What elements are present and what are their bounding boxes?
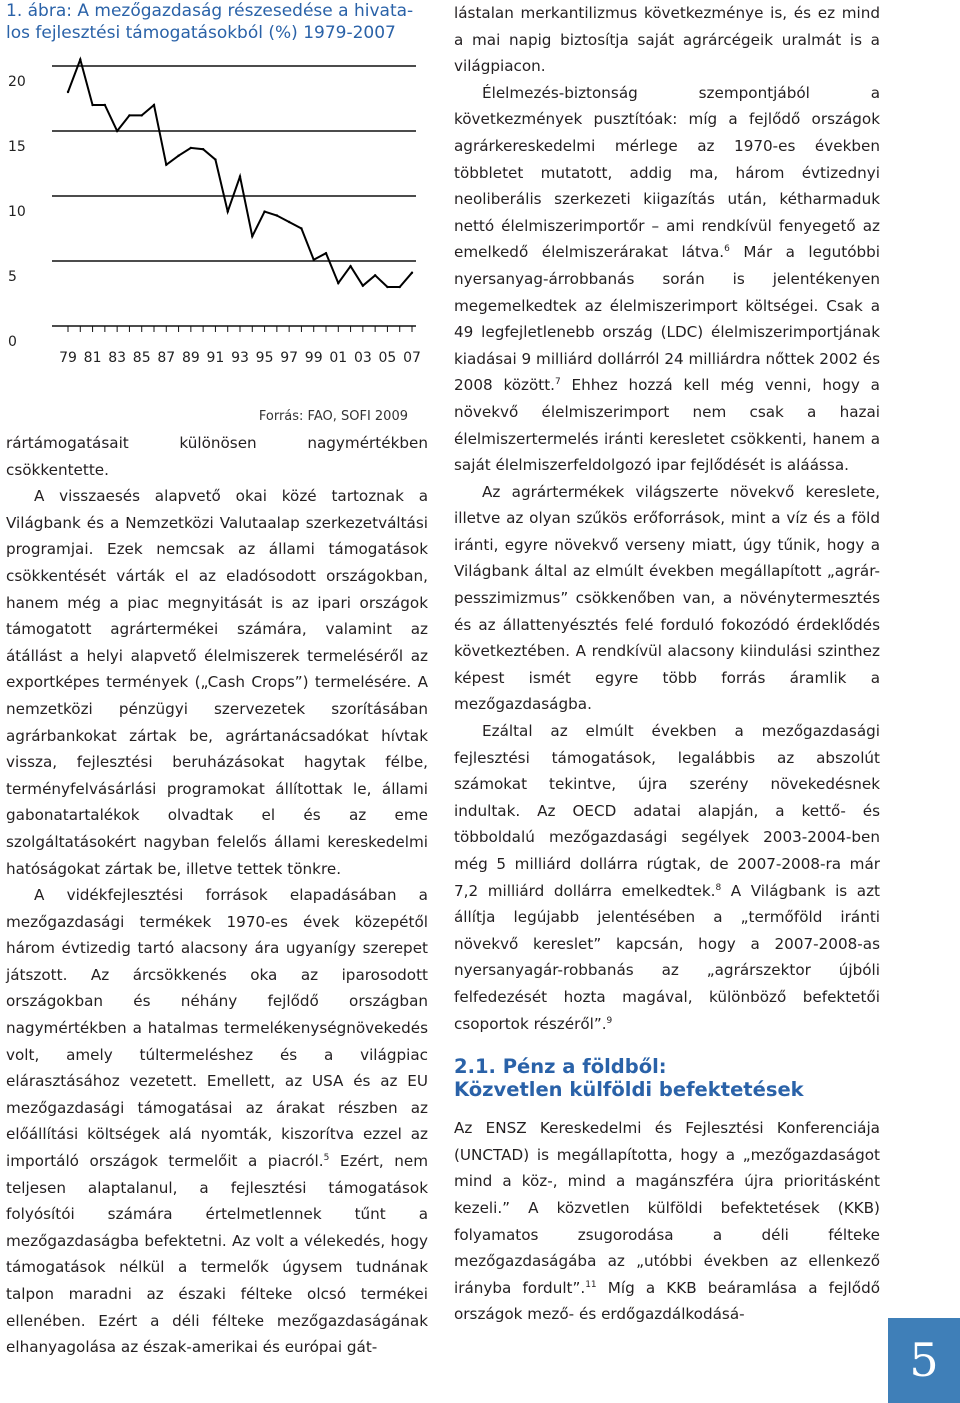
data-point-2001: [337, 282, 339, 284]
data-point-1980: [79, 58, 81, 60]
data-point-1981: [91, 104, 93, 106]
x-tick-label-97: 97: [280, 350, 299, 366]
chart-svg: [6, 44, 428, 404]
footnote-ref-7: 7: [555, 377, 561, 388]
x-tick-label-05: 05: [378, 350, 397, 366]
x-tick-label-03: 03: [353, 350, 372, 366]
right-paragraph-4-text: Ezáltal az elmúlt években a mezőgazdasági fejlesztési támogatások, legalábbis az abszolút számokat tekintve, újra szerény növekedésnek indultak. Az OECD adatai alapján, a kettő- és többoldalú mezőgazdasági segélyek 2003-2004-ben még 5 milliárd dollárra rúgtak, de 2007-2008-ra már 7,2 milliárd dollárra emelkedtek.: [454, 722, 880, 900]
data-point-2003: [362, 285, 364, 287]
right-column: [454, 0, 880, 1328]
data-point-1995: [263, 210, 265, 212]
footnote-ref-11: 11: [585, 1279, 597, 1290]
x-tick-label-89: 89: [181, 350, 200, 366]
data-point-1993: [239, 175, 241, 177]
data-point-1987: [165, 164, 167, 166]
y-tick-label-3: 15: [8, 139, 26, 155]
left-paragraph-1: rártámogatásait különösen nagymértékben csökkentette.: [6, 434, 428, 479]
figure-caption: [6, 0, 428, 44]
page-number: 5: [909, 1333, 939, 1387]
section-heading-line1: 2.1. Pénz a földből:: [454, 1055, 667, 1079]
right-paragraph-5-text: Az ENSZ Kereskedelmi és Fejlesztési Konferenciája (UNCTAD) is megállapította, hogy a „mezőgazdaságot mind a köz-, mind a magánszféra újra prioritásként kezeli.” A közvetlen külföldi befektetések (KKB) folyamatos zsugorodása a déli félteke mezőgazdaságába az „utóbbi években az ellenkező irányba fordult”.: [454, 1119, 880, 1297]
figure-source: Forrás: FAO, SOFI 2009: [258, 409, 408, 424]
figure-caption-line1: 1. ábra: A mezőgazdaság részesedése a hivata-: [6, 1, 414, 21]
data-point-2000: [325, 252, 327, 254]
x-tick-label-01: 01: [329, 350, 348, 366]
left-column: [6, 0, 428, 1361]
data-point-2005: [386, 286, 388, 288]
data-point-1988: [177, 155, 179, 157]
right-paragraph-2-end: Ehhez hozzá kell még venni, hogy a növekvő élelmiszerimport nem csak a hazai élelmiszertermelés iránti keresletet csökkenti, hanem a saját élelmiszerfeldolgozó ipar fejlődését is aláássa.: [454, 376, 880, 475]
data-point-2004: [374, 274, 376, 276]
left-paragraph-3-cont: Ezért, nem teljesen alaptalanul, a fejlesztési támogatások folyósítói számára értelmetlennek tűnt a mezőgazdaságba befektetni. Az volt a vélekedés, hogy támogatások nélkül a termelők úgysem tudnának talpon maradni az északi félteke olcsó termékei ellenében. Ezért a déli félteke mezőgazdaságának elhanyagolása az észak-amerikai és európai gát-: [6, 1152, 429, 1357]
x-tick-label-81: 81: [83, 350, 102, 366]
data-point-1990: [202, 148, 204, 150]
x-tick-label-91: 91: [206, 350, 225, 366]
footnote-ref-6: 6: [724, 244, 730, 255]
figure-caption-line2: los fejlesztési támogatásokból (%) 1979-2007: [6, 23, 396, 43]
left-paragraph-3: [6, 882, 428, 1361]
right-paragraph-2: [454, 80, 880, 479]
data-point-2007: [411, 272, 413, 274]
data-point-1998: [300, 227, 302, 229]
data-point-1979: [67, 91, 69, 93]
section-heading: [454, 1055, 880, 1101]
x-tick-label-87: 87: [157, 350, 176, 366]
x-tick-label-79: 79: [59, 350, 77, 366]
right-paragraph-5-cont: Míg a KKB beáramlása a fejlődő országok mező- és erdőgazdálkodásá-: [454, 1278, 880, 1324]
data-point-1994: [251, 235, 253, 237]
y-tick-label-4: 20: [8, 74, 26, 90]
y-tick-label-0: 0: [8, 334, 17, 350]
right-paragraph-2-text: Élelmezés-biztonság szempontjából a következmények pusztítóak: míg a fejlődő országok agrárkereskedelmi mérlege az 1970-es években többletet mutatott, addig ma, három évtizednyi neoliberális szerkezeti kiigazítás után, kétharmaduk nettó élelmiszerimportőr – ami rendkívül fenyegető az emelkedő élelmiszerárakat látva.: [454, 83, 880, 262]
data-point-1996: [276, 214, 278, 216]
right-paragraph-2-cont: Már a legutóbbi nyersanyag-árrobbanás során is jelentékenyen megemelkedtek az élelmiszerimport költségei. Csak a 49 legfejletlenebb ország (LDC) élelmiszerimportjának kiadásai 9 milliárd dollárról 24 milliárdra nőttek 2002 és 2008 között.: [454, 243, 881, 395]
share-line-chart: [6, 44, 428, 424]
data-point-1982: [104, 104, 106, 106]
data-point-2006: [399, 286, 401, 288]
series-line: [68, 60, 412, 288]
right-paragraph-4-cont: A Világbank is azt állítja legújabb jelentésében a „termőföld iránti növekvő kereslet” kapcsán, hogy a 2007-2008-as nyersanyagár-robbanás az „agrárszektor újbóli felfedezését hozta magával, különböző befektetői csoportok részéről”.: [454, 881, 880, 1033]
data-point-1997: [288, 221, 290, 223]
footnote-ref-9: 9: [606, 1015, 613, 1026]
data-point-1992: [227, 210, 229, 212]
right-paragraph-4: [454, 718, 880, 1037]
right-paragraph-1: lástalan merkantilizmus következménye is, és ez mind a mai napig biztosítja saját agrárcégeik uralmát is a világpiacon.: [454, 4, 880, 76]
data-point-1986: [153, 104, 155, 106]
page-number-box: [888, 1318, 960, 1403]
left-paragraph-2: A visszaesés alapvető okai közé tartoznak a Világbank és a Nemzetközi Valutaalap szerkezetváltási programjai. Ezek nemcsak az állami támogatások csökkentését várták el az eladósodott országokban, hanem még a piac megnyitását is az ipari országok támogatott agrártermékei számára, valamint az átállást a helyi alapvető élelmiszerek termeléséről az exportképes termények („Cash Crops”) termelésére. A nemzetközi pénzügyi szervezetek szorításában agrárbankokat zártak be, agrártanácsadókat hívtak vissza, fejlesztési beruházásokat hagytak félbe, terményfelvásárlási programokat állítottak le, állami gabonatartalékok olvadtak el és az eme szolgáltatásokért nagyban felelős állami kereskedelmi hatóságokat zártak be, illetve tettek tönkre.: [6, 487, 428, 878]
x-tick-label-93: 93: [231, 350, 249, 366]
x-tick-label-07: 07: [403, 350, 421, 366]
y-tick-label-2: 10: [8, 204, 26, 220]
y-tick-label-1: 5: [8, 269, 17, 285]
footnote-ref-5: 5: [323, 1152, 330, 1163]
data-point-1983: [116, 130, 118, 132]
data-point-1984: [128, 114, 130, 116]
section-heading-line2: Közvetlen külföldi befektetések: [454, 1078, 804, 1102]
data-point-1991: [214, 158, 216, 160]
left-paragraph-3-text: A vidékfejlesztési források elapadásában a mezőgazdasági termékek 1970-es évek közepétől három évtizedig tartó alacsony ára ugyanígy szerepet játszott. Az árcsökkenés oka az iparosodott országokban és néhány fejlődő országban nagymértékben a hatalmas termelékenységnövekedés volt, amely túltermeléshez és a világpiac elárasztásához vezetett. Emellett, az USA és az EU mezőgazdasági támogatásai az árakat részben az előállítási költségek alá nyomták, kiszorítva ezzel az importáló országok termelőit a piacról.: [6, 886, 428, 1171]
x-tick-label-95: 95: [255, 350, 274, 366]
data-point-1985: [141, 114, 143, 116]
x-tick-label-99: 99: [304, 350, 323, 366]
x-tick-label-85: 85: [132, 350, 151, 366]
data-point-2002: [349, 265, 351, 267]
data-point-1999: [313, 259, 315, 261]
right-paragraph-5: [454, 1115, 880, 1328]
data-point-1989: [190, 147, 192, 149]
right-paragraph-3: Az agrártermékek világszerte növekvő kereslete, illetve az olyan szűkös erőforrások, mint a víz és a föld iránti, egyre növekvő verseny miatt, úgy tűnik, hogy a Világbank által az elmúlt években megállapított „agrár-pesszimizmus” csökkenőben van, a növénytermesztés és az állattenyésztés felé forduló fokozódó érdeklődés következtében. A rendkívül alacsony kiindulási szinthez képest ismét egyre több forrás áramlik a mezőgazdaságba.: [454, 482, 880, 714]
x-tick-label-83: 83: [108, 350, 127, 366]
footnote-ref-8: 8: [715, 882, 722, 893]
